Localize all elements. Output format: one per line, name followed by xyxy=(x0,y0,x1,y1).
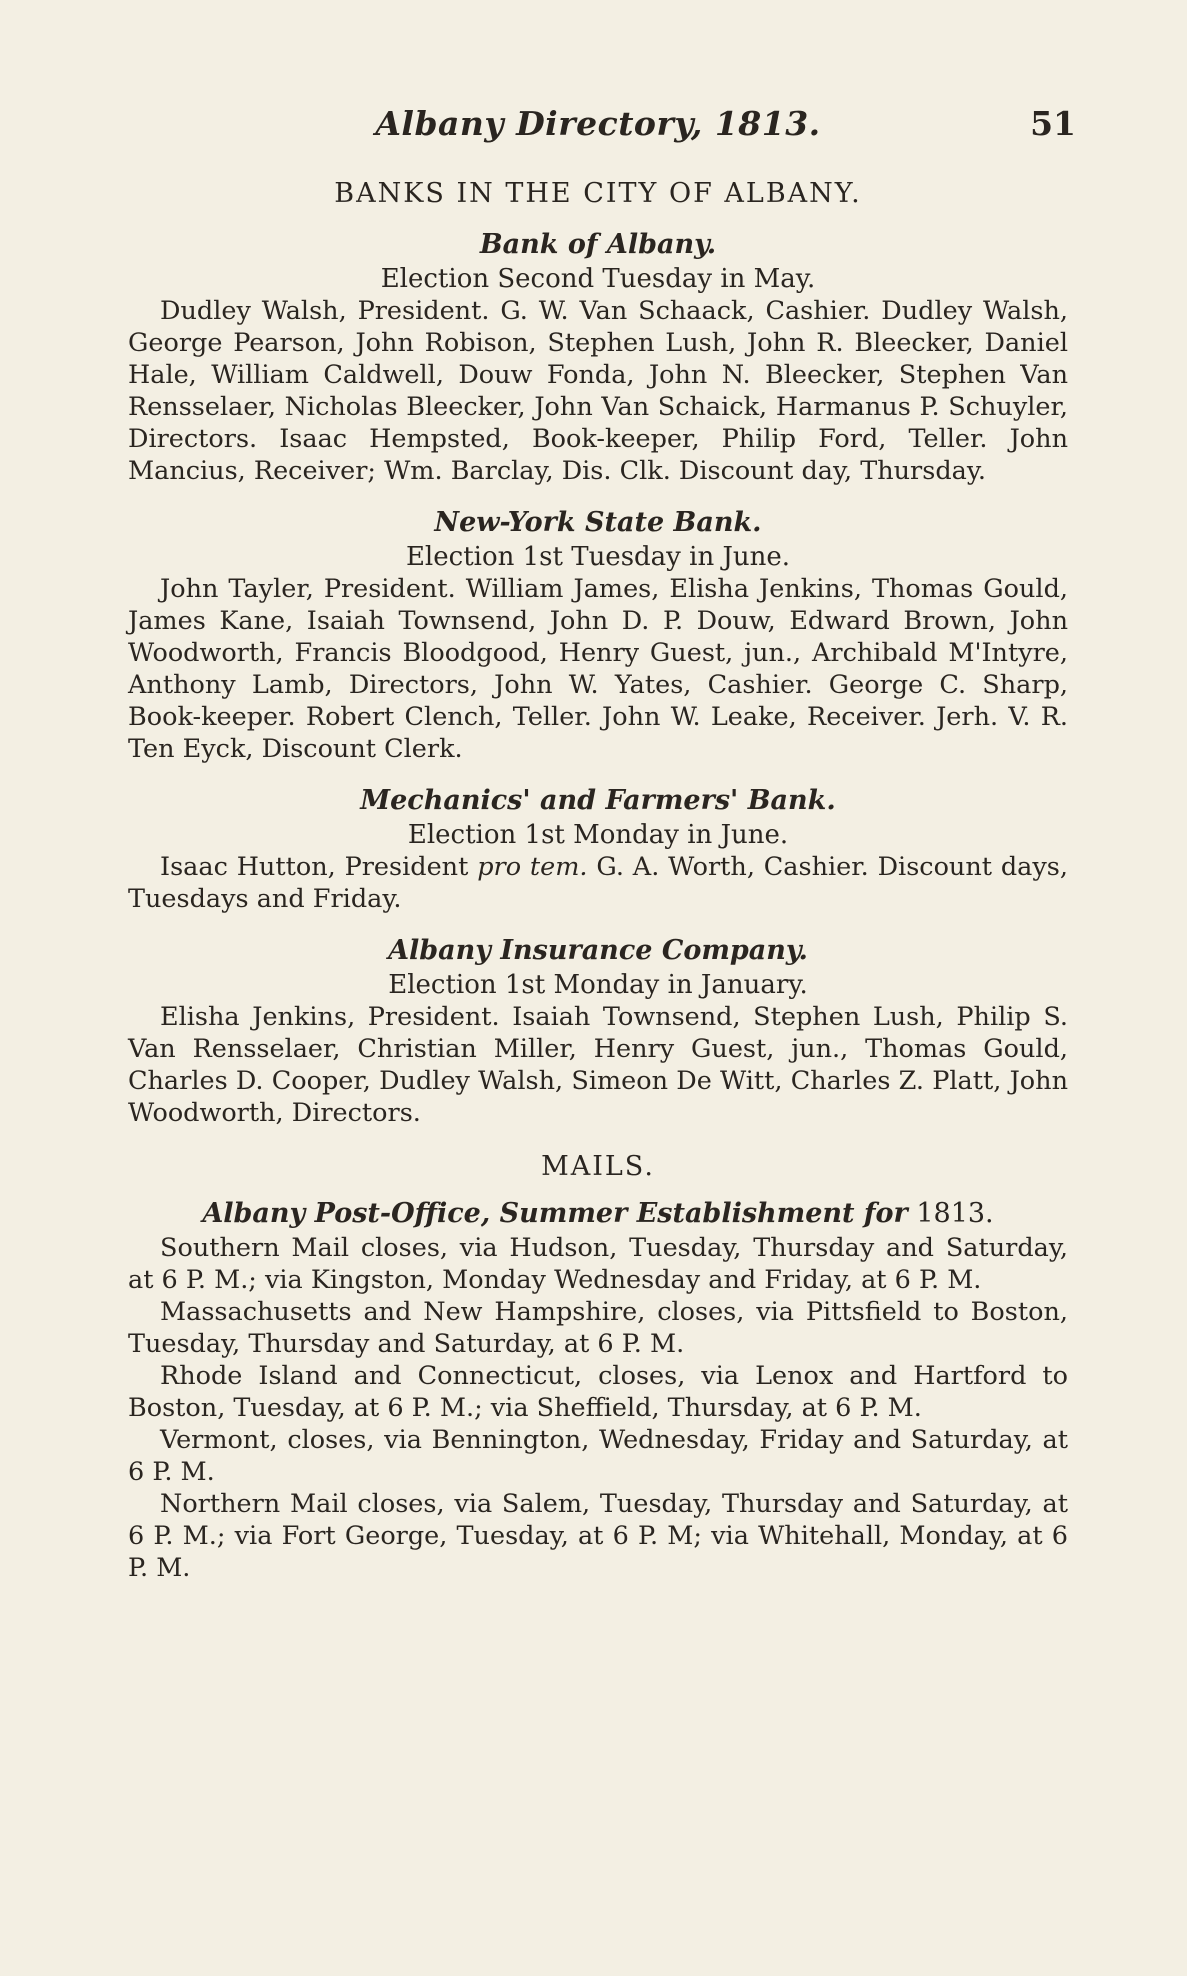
bank-name: Mechanics' and Farmers' Bank. xyxy=(360,785,836,816)
directory-page xyxy=(128,100,1076,1584)
bank-entry xyxy=(128,783,1068,915)
officers-text: Isaac Hutton, President xyxy=(160,852,478,882)
bank-officers xyxy=(128,851,1068,915)
bank-name: New-York State Bank. xyxy=(434,507,762,538)
mail-schedule: Massachusetts and New Hampshire, closes, via Pittsfield to Boston, Tuesday, Thursday and Saturday, at 6 P. M. xyxy=(128,1297,1068,1359)
bank-officers: Elisha Jenkins, President. Isaiah Townsend, Stephen Lush, Philip S. Van Rensselaer, Christian Miller, Henry Guest, jun., Thomas Gould, Charles D. Cooper, Dudley Walsh, Simeon De Witt, Charles Z. Platt, John Woodworth, Directors. xyxy=(128,1002,1068,1128)
post-office-year: 1813. xyxy=(907,1198,994,1229)
bank-entry xyxy=(128,227,1068,487)
bank-election: Election 1st Monday in June. xyxy=(407,820,789,850)
running-head xyxy=(128,100,1076,156)
bank-name: Bank of Albany. xyxy=(479,229,717,260)
mail-schedule: Rhode Island and Connecticut, closes, via Lenox and Hartford to Boston, Tuesday, at 6 P. M.; via Sheffield, Thursday, at 6 P. M. xyxy=(128,1361,1068,1423)
bank-entry xyxy=(128,505,1068,765)
mail-schedule: Southern Mail closes, via Hudson, Tuesday, Thursday and Saturday, at 6 P. M.; via Kingston, Monday Wednesday and Friday, at 6 P. M. xyxy=(128,1233,1068,1295)
running-title: Albany Directory, 1813. xyxy=(375,104,821,143)
mail-schedule: Vermont, closes, via Bennington, Wednesday, Friday and Saturday, at 6 P. M. xyxy=(128,1425,1068,1487)
post-office-title-italic: Albany Post-Office, Summer Establishment for xyxy=(202,1198,908,1229)
banks-heading: BANKS IN THE CITY OF ALBANY. xyxy=(334,178,862,209)
officers-text: G. A. Worth, Cashier. Discount days, Tuesdays and Friday. xyxy=(128,852,1068,914)
post-office-title xyxy=(128,1196,1068,1232)
bank-name: Albany Insurance Company. xyxy=(388,935,808,966)
bank-entry xyxy=(128,933,1068,1129)
bank-election: Election Second Tuesday in May. xyxy=(380,264,816,294)
bank-election: Election 1st Tuesday in June. xyxy=(405,542,791,572)
officers-italic: pro tem. xyxy=(477,852,588,882)
mail-schedule: Northern Mail closes, via Salem, Tuesday, Thursday and Saturday, at 6 P. M.; via Fort George, Tuesday, at 6 P. M; via Whitehall, Monday, at 6 P. M. xyxy=(128,1489,1068,1583)
bank-election: Election 1st Monday in January. xyxy=(388,970,808,1000)
mails-heading: MAILS. xyxy=(541,1151,655,1182)
bank-officers: John Tayler, President. William James, Elisha Jenkins, Thomas Gould, James Kane, Isaiah Townsend, John D. P. Douw, Edward Brown, John Woodworth, Francis Bloodgood, Henry Guest, jun., Archibald M'Intyre, Anthony Lamb, Directors, John W. Yates, Cashier. George C. Sharp, Book-keeper. Robert Clench, Teller. John W. Leake, Receiver. Jerh. V. R. Ten Eyck, Discount Clerk. xyxy=(128,574,1068,764)
page-number: 51 xyxy=(1030,104,1076,143)
bank-officers: Dudley Walsh, President. G. W. Van Schaack, Cashier. Dudley Walsh, George Pearson, John Robison, Stephen Lush, John R. Bleecker, Daniel Hale, William Caldwell, Douw Fonda, John N. Bleecker, Stephen Van Rensselaer, Nicholas Bleecker, John Van Schaick, Harmanus P. Schuyler, Directors. Isaac Hempsted, Book-keeper, Philip Ford, Teller. John Mancius, Receiver; Wm. Barclay, Dis. Clk. Discount day, Thursday. xyxy=(128,296,1068,486)
